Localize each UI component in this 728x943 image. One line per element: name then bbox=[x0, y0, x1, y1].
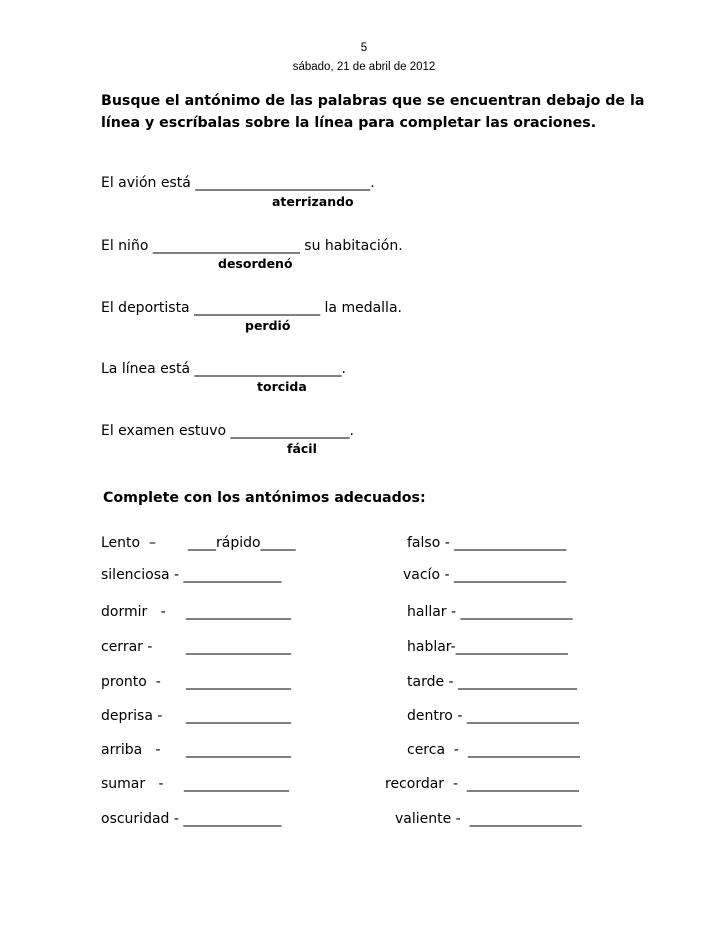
pair-right-2: vacío - ________________ bbox=[403, 567, 566, 583]
pair-left-1-answer: ____rápido_____ bbox=[188, 535, 296, 551]
pair-left-5-answer: _______________ bbox=[186, 674, 291, 690]
hint-4: torcida bbox=[257, 379, 307, 394]
pair-left-4-label: cerrar - bbox=[101, 639, 153, 655]
sentence-4: La línea está _____________________. bbox=[101, 361, 346, 377]
instruction-text: Busque el antónimo de las palabras que se encuentran debajo de la línea y escríbalas sobre la línea para completar las oraciones. bbox=[101, 93, 645, 131]
hint-1: aterrizando bbox=[272, 194, 354, 209]
pair-right-5: tarde - _________________ bbox=[407, 674, 578, 690]
pair-left-8-label: sumar - bbox=[101, 776, 164, 792]
pair-left-3-answer: _______________ bbox=[186, 604, 291, 620]
hint-3: perdió bbox=[245, 318, 291, 333]
page-date: sábado, 21 de abril de 2012 bbox=[292, 61, 436, 73]
pair-left-6-label: deprisa - bbox=[101, 708, 163, 724]
sentence-5: El examen estuvo _________________. bbox=[101, 423, 355, 439]
pair-right-4: hablar-________________ bbox=[407, 639, 568, 655]
sentence-1: El avión está _________________________. bbox=[101, 175, 375, 191]
pair-left-8-answer: _______________ bbox=[184, 776, 289, 792]
pair-left-7-label: arriba - bbox=[101, 742, 161, 758]
pair-right-1: falso - ________________ bbox=[407, 535, 567, 551]
pair-left-6-answer: _______________ bbox=[186, 708, 291, 724]
pair-right-8: recordar - ________________ bbox=[385, 776, 579, 792]
pair-left-7-answer: _______________ bbox=[186, 742, 291, 758]
section2-title: Complete con los antónimos adecuados: bbox=[103, 490, 426, 506]
pair-left-4-answer: _______________ bbox=[186, 639, 291, 655]
pair-left-3-label: dormir - bbox=[101, 604, 166, 620]
hint-2: desordenó bbox=[218, 256, 293, 271]
pair-right-9: valiente - ________________ bbox=[395, 811, 582, 827]
sentence-3: El deportista __________________ la medalla. bbox=[101, 300, 402, 316]
pair-right-3: hallar - ________________ bbox=[407, 604, 573, 620]
pair-left-1-label: Lento – bbox=[101, 535, 156, 551]
pair-left-2-label: silenciosa - ______________ bbox=[101, 567, 282, 583]
page-number: 5 bbox=[360, 42, 368, 54]
pair-right-6: dentro - ________________ bbox=[407, 708, 579, 724]
pair-left-5-label: pronto - bbox=[101, 674, 161, 690]
sentence-2: El niño _____________________ su habitación. bbox=[101, 238, 403, 254]
pair-right-7: cerca - ________________ bbox=[407, 742, 580, 758]
hint-5: fácil bbox=[287, 441, 317, 456]
pair-left-9-label: oscuridad - ______________ bbox=[101, 811, 282, 827]
